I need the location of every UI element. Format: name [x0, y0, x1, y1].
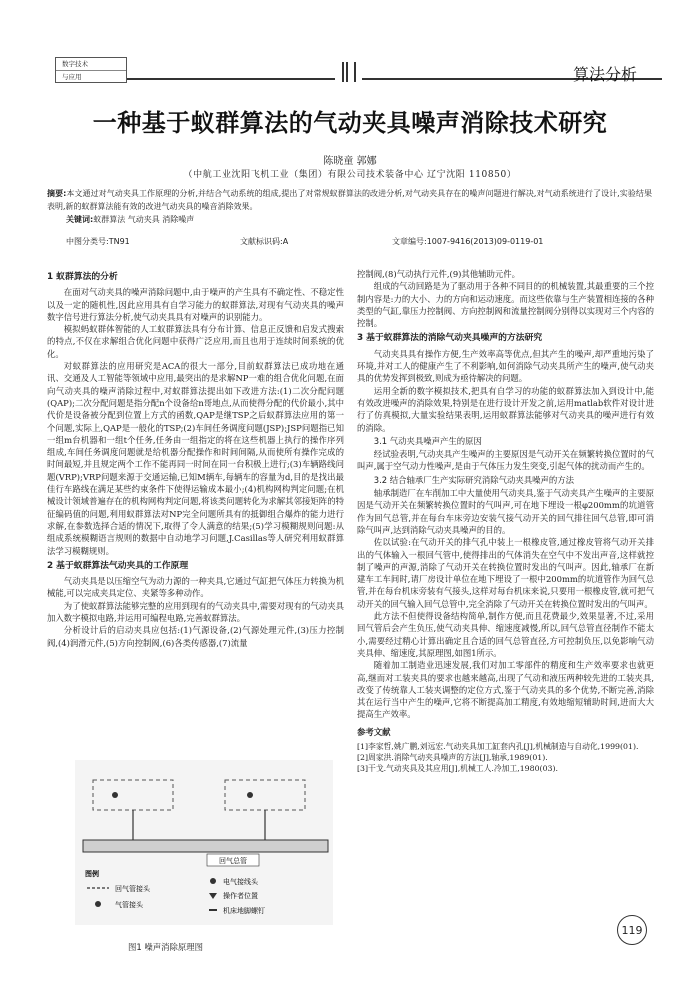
abstract-text: 本文通过对气动夹具工作原理的分析,并结合气动系统的组成,提出了对常规蚁群算法的改进分析,对气动夹具存在的噪声问题进行解决,对气动系统进行了设计,实验结果表明,新的蚁群算法能有效的改进气动夹具的噪音消除效果。	[47, 189, 652, 211]
section-1-heading: 1 蚁群算法的分析	[47, 272, 118, 282]
paragraph: 气动夹具具有操作方便,生产效率高等优点,但其产生的噪声,却严重地污染了环境,并对工人的健康产生了不利影响,如何消除气动夹具所产生的噪声,使气动夹具的优势发挥到极致,则成为亟待解决的问题。	[357, 348, 654, 384]
legend-dot-icon	[210, 878, 216, 884]
clc-number: 中图分类号:TN91	[66, 237, 130, 246]
paragraph: 佐以试验:在气动开关的排气孔中装上一根橡皮管,通过橡皮管将气动开关排出的气体输入一根回气管中,使得排出的气体消失在空气中不发出声音,这样就控制了噪声的声源,消除了气动开关在转换位置时发出的气叫声。因此,轴承厂在新建车工车间时,请厂房设计单位在地下埋设了一根中200mm的坑道管作为回气总管,并在每台机床旁装有气接头,这样对每台机床来说,只要用一根橡皮管,就可把气动开关的回气输入回气总管中,完全消除了气动开关在转换位置时发出的气叫声。	[357, 537, 654, 609]
paragraph: 对蚁群算法的应用研究是ACA的很大一部分,目前蚁群算法已成功地在通讯、交通及人工智能等领域中应用,最突出的是求解NP一难的组合优化问题,在面向气动夹具的噪声消除过程中,对蚁群算法提出如下改进方法:(1)二次分配问题(QAP);二次分配问题是指分配n个设备给n哥地点,从而使得分配的代价最小,其中代价是设备被分配到位置上方式的函数,QAP是继TSP之后蚁群算法应用的第一个问题,实际上,QAP是一般化的TSP;(2)车间任务调度问题(JSP);JSP问题指已知一组m台机器和一组t个任务,任务由一组指定的将在这些机器上执行的操作序列组成,车间任务调度问题就是给机器分配操作和时间间隔,从而使所有操作完成的时间最短,并且规定两个工作不能再同一时间在同一台积极上进行;(3)车辆路线问题(VRP);VRP问题来源于交通运输,已知M辆车,每辆车的容量为d,目的是找出最佳行车路线在满足某些约束条件下使得运输成本最小;(4)机构网构判定问题;在机械设计领域普遍存在的机构网构判定问题,将该类问题转化为求解其邻接矩阵的特征编码值的问题,利用蚁群算法对NP完全问题所具有的抵御组合爆炸的能力进行求解,在参数选择合适的情况下,取得了令人满意的结果;(5)学习模糊规则问题:从组成系统模糊语言规则的数据中自动地学习问题,J.Casillas等人研究利用蚁群算法学习模糊规则。	[47, 361, 344, 556]
paragraph: 控制阀,(8)气动执行元件,(9)其他辅助元件。	[357, 269, 521, 279]
authors: 陈晓童 郭娜	[323, 156, 377, 167]
keywords-label: 关键词:	[66, 215, 94, 224]
air-connector-icon	[112, 792, 118, 798]
page-number: 119	[617, 915, 647, 945]
affiliation: （中航工业沈阳飞机工业（集团）有限公司技术装备中心 辽宁沈阳 110850）	[183, 170, 517, 180]
journal-column-box	[55, 57, 127, 83]
paragraph: 随着加工制造业迅速发展,我们对加工零部件的精度和生产效率要求也就更高,继而对工装夹具的要求也越来越高,出现了气动和液压两种较先进的工装夹具,改变了传统靠人工装夹调整的定位方式,鉴于气动夹具的多个优势,不断完善,消除其在运行当中产生的噪声,它将不断提高加工精度,有效地缩短辅助时间,进而大大提高生产效率。	[357, 660, 654, 720]
abstract	[47, 188, 652, 213]
document-code: 文献标识码:A	[240, 237, 289, 246]
legend-item: 电气接线头	[223, 878, 258, 886]
paragraph: 组成的气动回路是为了驱动用于各种不同目的的机械装置,其最重要的三个控制内容是:力的大小、力的方向和运动速度。而这些依靠与生产装置相连接的各种类型的气缸,靠压力控制阀、方向控制阀和流量控制阀分别得以实现对三个内容的控制。	[357, 281, 654, 329]
subsection-3-1-heading: 3.1 气动夹具噪声产生的原因	[373, 435, 482, 446]
paragraph: 经试验表明,气动夹具产生噪声的主要原因是气动开关在频繁转换位置时的气叫声,属于空气动力性噪声,是由于气体压力发生突变,引起气体的扰动而产生的。	[357, 449, 654, 472]
header-rule-left	[127, 78, 335, 80]
air-connector-icon	[247, 792, 253, 798]
section-name: 算法分析	[573, 65, 638, 84]
noise-elimination-diagram	[75, 760, 333, 925]
legend-item: 机床地脚螺钉	[223, 907, 265, 915]
legend-dot-icon	[95, 901, 101, 907]
column-label-line1: 数字技术	[56, 58, 126, 71]
paragraph: 此方法不但使得设备结构简单,制作方便,而且花费最少,效果显著,不过,采用回气管后会产生负压,使气动夹具伸、缩速度减慢,所以,回气总管直径制作不能太小,需要经过精心计算出确定且合适的回气总管直径,方可控制负压,以免影响气动夹具伸、缩速度,其原理图,如图1所示。	[357, 611, 654, 658]
article-number: 文章编号:1007-9416(2013)09-0119-01	[392, 237, 544, 246]
column-label-line2: 与应用	[62, 73, 82, 81]
legend-item: 气管接头	[115, 901, 143, 909]
subsection-3-2-heading: 3.2 结合轴承厂生产实际研究消除气动夹具噪声的方法	[373, 474, 575, 485]
pipe-label: 回气总管	[219, 857, 247, 865]
return-main-pipe	[83, 840, 328, 852]
keywords	[66, 214, 194, 225]
figure-caption: 图1 噪声消除原理图	[128, 942, 203, 952]
right-column	[357, 268, 654, 774]
paragraph: 轴承制造厂在车削加工中大量使用气动夹具,鉴于气动夹具产生噪声的主要原因是气动开关在频繁转换位置时的气叫声,可在地下埋设一根φ200mm的坑道管作为回气总管,并在每台车床旁边安装气接气动开关的回气排往回气总管,即可消除气叫声,达到消除气动夹具噪声的目的。	[357, 488, 654, 535]
paragraph: 模拟蚂蚁群体智能的人工蚁群算法具有分布计算、信息正反馈和启发式搜索的特点,不仅在求解组合优化问题中获得广泛应用,而且也用于连续时间系统的优化。	[47, 324, 344, 359]
legend-item: 回气管接头	[115, 885, 150, 893]
section-2-heading: 2 基于蚁群算法气动夹具的工作原理	[47, 560, 189, 571]
references-heading: 参考文献	[357, 726, 391, 737]
keywords-text: 蚁群算法 气动夹具 消除噪声	[93, 215, 195, 224]
abstract-label: 摘要:	[47, 189, 67, 198]
legend-title: 图例	[85, 870, 99, 878]
reference-item: [2]周家洪.消除气动夹具噪声的方法[J],轴承,1989(01).	[357, 752, 548, 762]
reference-item: [1]李家哲,姚广鹏,刘远宏.气动夹具加工缸套内孔[J],机械制造与自动化,1999(01).	[357, 741, 639, 751]
paragraph: 为了使蚁群算法能够完整的应用到现有的气动夹具中,需要对现有的气动夹具加入数字模拟电路,并运用可编程电路,完善蚁群算法。	[47, 600, 344, 624]
section-3-heading: 3 基于蚁群算法的消除气动夹具噪声的方法研究	[357, 333, 543, 344]
legend-item: 操作者位置	[223, 892, 258, 900]
paragraph: 气动夹具是以压缩空气为动力源的一种夹具,它通过气缸把气体压力转换为机械能,可以完成夹具定位、夹紧等多种动作。	[47, 576, 344, 599]
left-column	[47, 268, 344, 649]
reference-item: [3]干戈.气动夹具及其应用[J],机械工人.冷加工,1980(03).	[357, 763, 559, 773]
article-title: 一种基于蚁群算法的气动夹具噪声消除技术研究	[92, 109, 608, 137]
paragraph: 分析设计后的启动夹具应包括:(1)气源设备,(2)气源处理元件,(3)压力控制阀,(4)润滑元件,(5)方向控制阀,(6)各类传感器,(7)流量	[47, 625, 344, 648]
paragraph: 在面对气动夹具的噪声消除问题中,由于噪声的产生具有不确定性、不稳定性以及一定的随机性,因此应用具有自学习能力的蚁群算法,对现有气动夹具的噪声数字信号进行算法分析,使气动夹具具有对噪声的识别能力。	[47, 287, 344, 322]
paragraph: 运用全新的数字模拟技术,把具有自学习的功能的蚁群算法加入到设计中,能有效改进噪声的消除效果,特别是在进行设计开发之前,运用matlab软件对设计进行了仿真模拟,大量实验结果表明,运用蚁群算法能够对气动夹具的噪声进行有效的消除。	[357, 385, 654, 433]
